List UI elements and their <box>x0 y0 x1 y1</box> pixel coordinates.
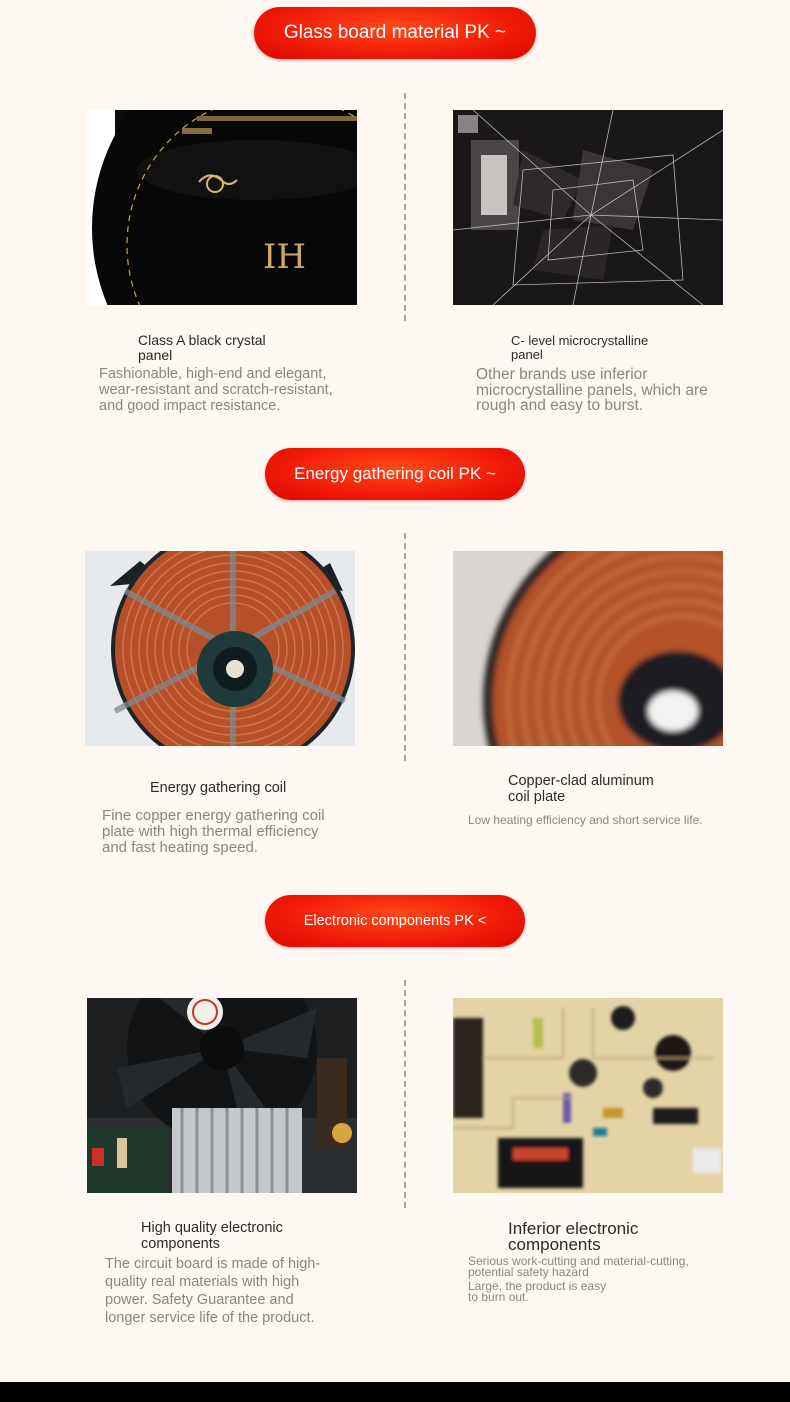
ih-logo-text: IH <box>263 237 307 277</box>
right-item-title: C- level microcrystalline panel <box>511 333 649 363</box>
left-item-description: Fashionable, high-end and elegant, wear-resistant and scratch-resistant, and good impact resistance. <box>99 366 333 414</box>
footer-bar <box>0 1382 790 1402</box>
right-item-description-line1: Serious work-cutting and material-cutting, potential safety hazard <box>468 1254 689 1280</box>
section-title-glass-board <box>254 7 536 59</box>
black-crystal-panel-photo <box>87 110 357 305</box>
right-item-title: Copper-clad aluminum coil plate <box>508 773 654 805</box>
right-item-title: Inferior electronic components <box>508 1219 639 1255</box>
section-title-energy-coil <box>265 448 525 500</box>
right-item-description-line2: Large, the product is easy to burn out. <box>468 1279 607 1305</box>
section-title-text: Glass board material PK ~ <box>283 22 507 43</box>
right-item-description: Other brands use inferior microcrystalline panels, which are rough and easy to burst. <box>476 366 708 414</box>
left-item-title: High quality electronic components <box>141 1220 283 1252</box>
column-divider <box>404 980 406 1208</box>
left-item-description: The circuit board is made of high-quality real materials with high power. Safety Guarantee and longer service life of the product. <box>105 1256 321 1326</box>
shattered-panel-photo <box>453 110 723 305</box>
left-item-description: Fine copper energy gathering coil plate with high thermal efficiency and fast heating speed. <box>102 807 325 856</box>
copper-coil-photo <box>85 551 355 746</box>
section-title-text: Energy gathering coil PK ~ <box>294 464 496 483</box>
inferior-circuit-board-photo <box>453 998 723 1193</box>
column-divider <box>404 93 406 321</box>
aluminum-coil-photo <box>453 551 723 746</box>
left-item-title: Energy gathering coil <box>150 780 287 796</box>
right-item-description: Low heating efficiency and short service life. <box>468 813 703 827</box>
column-divider <box>404 533 406 761</box>
circuit-board-fan-photo <box>87 998 357 1193</box>
section-title-electronic-components <box>265 895 525 947</box>
section-title-text: Electronic components PK < <box>303 913 487 929</box>
left-item-title: Class A black crystal panel <box>138 332 266 364</box>
